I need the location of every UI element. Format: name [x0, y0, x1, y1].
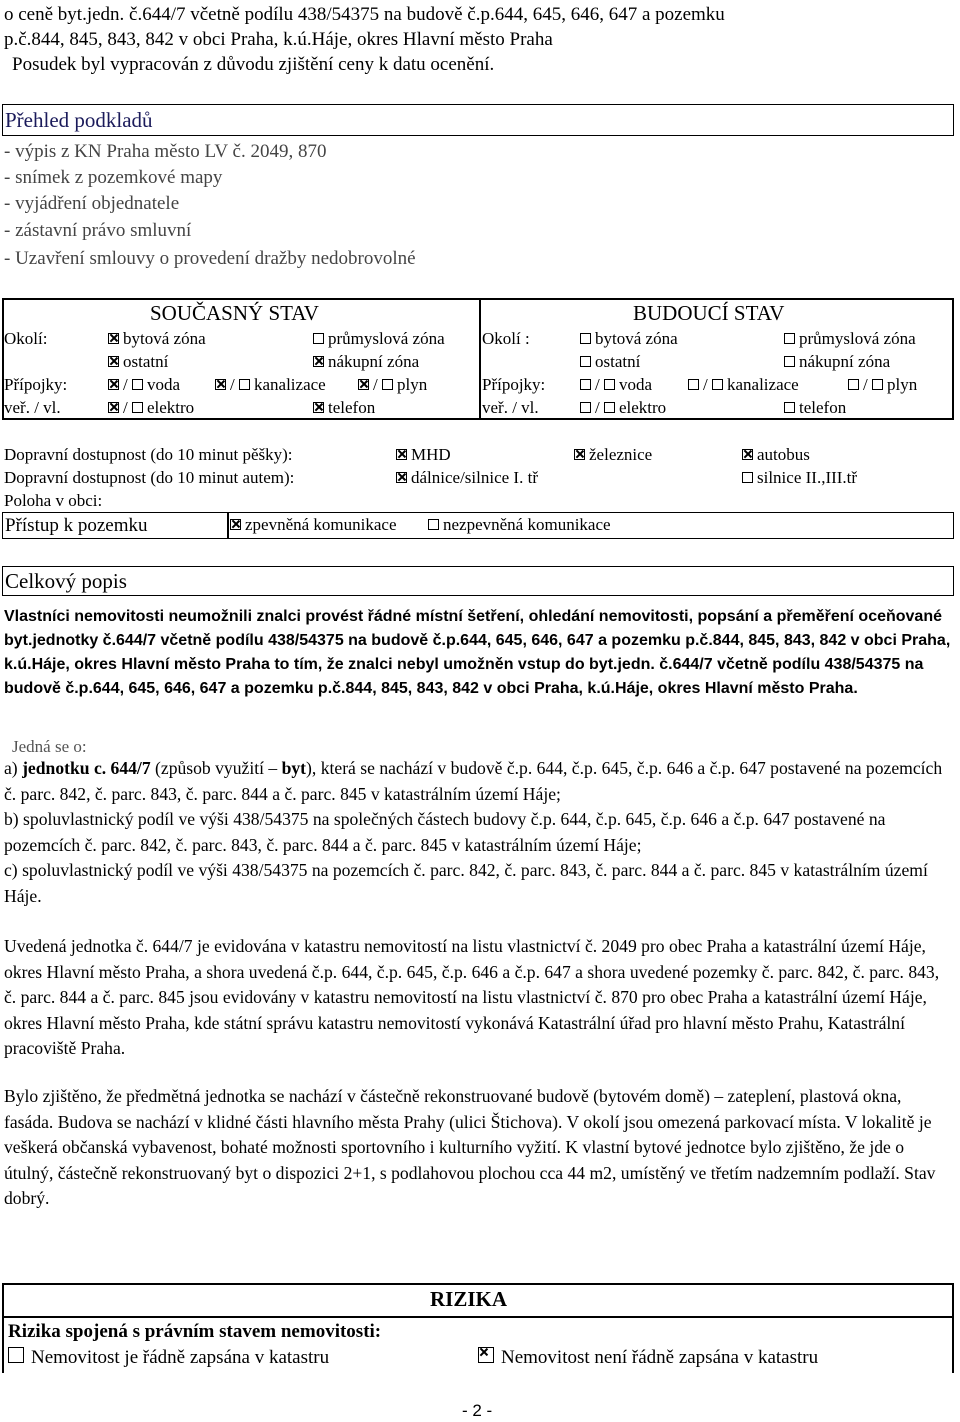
podklady-item: - Uzavření smlouvy o provedení dražby nedobrovolné — [4, 248, 416, 269]
intro-line-3: Posudek byl vypracován z důvodu zjištění ceny k datu ocenění. — [12, 54, 495, 75]
checkbox-checked-icon — [358, 379, 369, 390]
checkbox-checked-icon — [313, 402, 324, 413]
ver-vl-label-future: veř. / vl. — [482, 398, 539, 417]
telefon-option[interactable] — [313, 397, 375, 419]
okoli-label-future: Okolí : — [482, 329, 530, 348]
future-plyn-option[interactable] — [848, 374, 917, 396]
podklady-item: - snímek z pozemkové mapy — [4, 167, 223, 188]
checkbox-checked-icon — [313, 356, 324, 367]
silnice-label: silnice II.,III.tř — [757, 468, 858, 487]
rizika-title: RIZIKA — [430, 1287, 508, 1311]
popis-paragraph-1: Uvedená jednotka č. 644/7 je evidována v katastru nemovitostí na listu vlastnictví č. 2049 pro obec Praha a katastrální území Háje, okres Hlavní město Praha, a shora uvedená č.p. 644, č.p. 645, č.p. 646 a č.p. 647 a shora uvedené pozemky č. parc. 842, č. parc. 843, č. parc. 844 a č. parc. 845 jsou evidovány v katastru nemovitostí na listu vlastnictví č. 870 pro obec Praha a katastrální území Háje, okres Hlavní město Praha, kde státní správu katastru nemovitostí vykonává Katastrální úřad pro hlavní město Prahu, Katastrální pracoviště Praha. — [4, 936, 940, 1058]
telefon-label: telefon — [799, 398, 847, 417]
jedna-se-label: Jedná se o: — [12, 737, 87, 756]
checkbox-empty-icon — [382, 379, 393, 390]
podklady-item: - vyjádření objednatele — [4, 193, 180, 214]
checkbox-checked-icon — [478, 1347, 494, 1363]
kanalizace-option[interactable] — [215, 374, 326, 396]
slash: / — [123, 398, 128, 417]
checkbox-empty-icon — [8, 1347, 24, 1363]
popis-bold-paragraph: Vlastníci nemovitosti neumožnili znalci provést řádné místní šetření, ohledání nemovitosti, popsání a přeměření oceňované byt.jednotky č.644/7 včetně podílu 438/54375 na budově č.p.644, 645, 646, 647 a pozemku p.č.844, 845, 843, 842 v obci Praha, k.ú.Háje, okres Hlavní město Praha to tím, že znalci nebyl umožněn vstup do byt.jedn. č.644/7 včetně podílu 438/54375 na budově č.p.644, 645, 646, 647 a pozemku p.č.844, 845, 843, 842 v obci Praha, k.ú.Háje, okres Hlavní město Praha. — [4, 608, 951, 697]
slash: / — [230, 375, 235, 394]
checkbox-empty-icon — [580, 402, 591, 413]
ostatni-label: ostatní — [123, 352, 169, 371]
prumyslova-zona-label: průmyslová zóna — [799, 329, 916, 348]
plyn-label: plyn — [396, 375, 428, 394]
slash: / — [595, 375, 600, 394]
checkbox-checked-icon — [108, 402, 119, 413]
bytova-zona-label: bytová zóna — [123, 329, 206, 348]
item-a-prefix: a) — [4, 758, 23, 778]
pripojky-label-future: Přípojky: — [482, 375, 546, 394]
checkbox-empty-icon — [239, 379, 250, 390]
podklady-item: - výpis z KN Praha město LV č. 2049, 870 — [4, 141, 327, 162]
slash: / — [595, 398, 600, 417]
checkbox-empty-icon — [784, 402, 795, 413]
rizika-option-registered[interactable] — [8, 1345, 329, 1370]
current-state-title: SOUČASNÝ STAV — [150, 301, 319, 325]
checkbox-empty-icon — [132, 402, 143, 413]
nezpevnena-label: nezpevněná komunikace — [443, 515, 611, 534]
item-a-usage: byt — [281, 758, 307, 778]
ver-vl-label: veř. / vl. — [4, 398, 61, 417]
voda-label: voda — [618, 375, 653, 394]
checkbox-empty-icon — [848, 379, 859, 390]
podklady-title: Přehled podkladů — [5, 108, 153, 132]
future-ostatni-option[interactable] — [580, 351, 640, 373]
item-a-unit: jednotku c. 644/7 — [22, 758, 151, 778]
voda-option[interactable] — [108, 374, 180, 396]
checkbox-checked-icon — [108, 356, 119, 367]
podklady-item: - zástavní právo smluvní — [4, 220, 192, 241]
elektro-label: elektro — [618, 398, 667, 417]
okoli-label: Okolí: — [4, 329, 48, 348]
popis-item-b: b) spoluvlastnický podíl ve výši 438/54375 na společných částech budovy č.p. 644, č.p. 645, č.p. 646 a č.p. 647 postavené na pozemcích č. parc. 842, č. parc. 843, č. parc. 844 a č. parc. 845 v katastrálním území Háje; — [4, 809, 886, 855]
item-a-rest: ), která se nachází v budově č.p. 644, č.p. 645, č.p. 646 a č.p. 647 postavené na pozemcích č. parc. 842, č. parc. 843, č. parc. 844 a č. parc. 845 v katastrálním území Háje; — [4, 758, 943, 804]
bytova-zona-label: bytová zóna — [595, 329, 678, 348]
item-a-text: (způsob využití – — [150, 758, 282, 778]
dalnice-option[interactable] — [396, 467, 538, 489]
future-prumyslova-zona-option[interactable] — [784, 328, 916, 350]
zpevnena-label: zpevněná komunikace — [245, 515, 397, 534]
checkbox-checked-icon — [108, 379, 119, 390]
popis-item-c: c) spoluvlastnický podíl ve výši 438/54375 na pozemcích č. parc. 842, č. parc. 843, č. parc. 844 a č. parc. 845 v katastrálním území Háje. — [4, 860, 928, 906]
doprava-pesky-label: Dopravní dostupnost (do 10 minut pěšky): — [4, 445, 293, 464]
plyn-option[interactable] — [358, 374, 427, 396]
intro-line-1: o ceně byt.jedn. č.644/7 včetně podílu 438/54375 na budově č.p.644, 645, 646, 647 a pozemku — [4, 4, 725, 25]
prumyslova-zona-label: průmyslová zóna — [328, 329, 445, 348]
elektro-label: elektro — [146, 398, 195, 417]
popis-title: Celkový popis — [5, 569, 127, 593]
ostatni-label: ostatní — [595, 352, 641, 371]
checkbox-checked-icon — [574, 449, 585, 460]
zeleznice-option[interactable] — [574, 444, 652, 466]
checkbox-checked-icon — [215, 379, 226, 390]
checkbox-empty-icon — [784, 356, 795, 367]
popis-header-box — [2, 566, 954, 596]
silnice-option[interactable] — [742, 467, 857, 489]
checkbox-checked-icon — [396, 472, 407, 483]
checkbox-checked-icon — [742, 449, 753, 460]
slash: / — [703, 375, 708, 394]
checkbox-empty-icon — [313, 333, 324, 344]
checkbox-empty-icon — [580, 379, 591, 390]
nakupni-zona-option[interactable] — [313, 351, 419, 373]
voda-label: voda — [146, 375, 181, 394]
rizika-option-registered-label: Nemovitost je řádně zapsána v katastru — [31, 1347, 330, 1368]
dalnice-label: dálnice/silnice I. tř — [411, 468, 538, 487]
checkbox-checked-icon — [396, 449, 407, 460]
checkbox-empty-icon — [688, 379, 699, 390]
autobus-label: autobus — [757, 445, 810, 464]
checkbox-checked-icon — [230, 519, 241, 530]
future-telefon-option[interactable] — [784, 397, 846, 419]
podklady-header-box — [2, 104, 954, 136]
future-elektro-option[interactable] — [580, 397, 666, 419]
rizika-option-not-registered[interactable] — [478, 1345, 818, 1370]
zpevnena-option[interactable] — [230, 514, 397, 536]
doprava-autem-label: Dopravní dostupnost (do 10 minut autem): — [4, 468, 295, 487]
checkbox-empty-icon — [580, 356, 591, 367]
rizika-option-not-registered-label: Nemovitost není řádně zapsána v katastru — [501, 1347, 819, 1368]
rizika-subtitle: Rizika spojená s právním stavem nemovitosti: — [8, 1321, 382, 1342]
checkbox-empty-icon — [132, 379, 143, 390]
checkbox-empty-icon — [742, 472, 753, 483]
zeleznice-label: železnice — [589, 445, 653, 464]
slash: / — [373, 375, 378, 394]
prumyslova-zona-option[interactable] — [313, 328, 445, 350]
popis-item-a — [4, 756, 952, 807]
checkbox-empty-icon — [712, 379, 723, 390]
bytova-zona-option[interactable] — [108, 328, 206, 350]
popis-paragraph-2: Bylo zjištěno, že předmětná jednotka se nachází v částečně rekonstruované budově (bytovém domě) – zateplení, plastová okna, fasáda. Budova se nachází v klidné části hlavního města Prahy (ulici Štichova). V okolí jsou omezená parkovací místa. V lokalitě je veškerá občanská vybavenost, bohaté možnosti sportovního i kulturního vyžití. K vlastní bytové jednotce bylo zjištěno, že jde o útulný, částečně rekonstruovaný byt o dispozici 2+1, s podlahovou plochou cca 44 m2, umístěný ve třetím nadzemním podlaží. Stav dobrý. — [4, 1086, 936, 1208]
checkbox-empty-icon — [580, 333, 591, 344]
future-nakupni-zona-option[interactable] — [784, 351, 890, 373]
pripojky-label: Přípojky: — [4, 375, 68, 394]
checkbox-empty-icon — [604, 379, 615, 390]
intro-line-2: p.č.844, 845, 843, 842 v obci Praha, k.ú.Háje, okres Hlavní město Praha — [4, 29, 553, 50]
checkbox-empty-icon — [428, 519, 439, 530]
future-bytova-zona-option[interactable] — [580, 328, 678, 350]
kanalizace-label: kanalizace — [726, 375, 799, 394]
checkbox-empty-icon — [872, 379, 883, 390]
checkbox-empty-icon — [604, 402, 615, 413]
future-state-title: BUDOUCÍ STAV — [633, 301, 785, 325]
checkbox-checked-icon — [108, 333, 119, 344]
nakupni-zona-label: nákupní zóna — [799, 352, 891, 371]
slash: / — [863, 375, 868, 394]
elektro-option[interactable] — [108, 397, 194, 419]
mhd-label: MHD — [411, 445, 451, 464]
nezpevnena-option[interactable] — [428, 514, 611, 536]
telefon-label: telefon — [328, 398, 376, 417]
nakupni-zona-label: nákupní zóna — [328, 352, 420, 371]
ostatni-option[interactable] — [108, 351, 168, 373]
autobus-option[interactable] — [742, 444, 810, 466]
poloha-label: Poloha v obci: — [4, 491, 103, 510]
page-number: - 2 - — [462, 1401, 493, 1420]
checkbox-empty-icon — [784, 333, 795, 344]
plyn-label: plyn — [886, 375, 918, 394]
slash: / — [123, 375, 128, 394]
future-kanalizace-option[interactable] — [688, 374, 799, 396]
future-voda-option[interactable] — [580, 374, 652, 396]
pristup-label: Přístup k pozemku — [5, 515, 148, 536]
kanalizace-label: kanalizace — [253, 375, 326, 394]
mhd-option[interactable] — [396, 444, 451, 466]
